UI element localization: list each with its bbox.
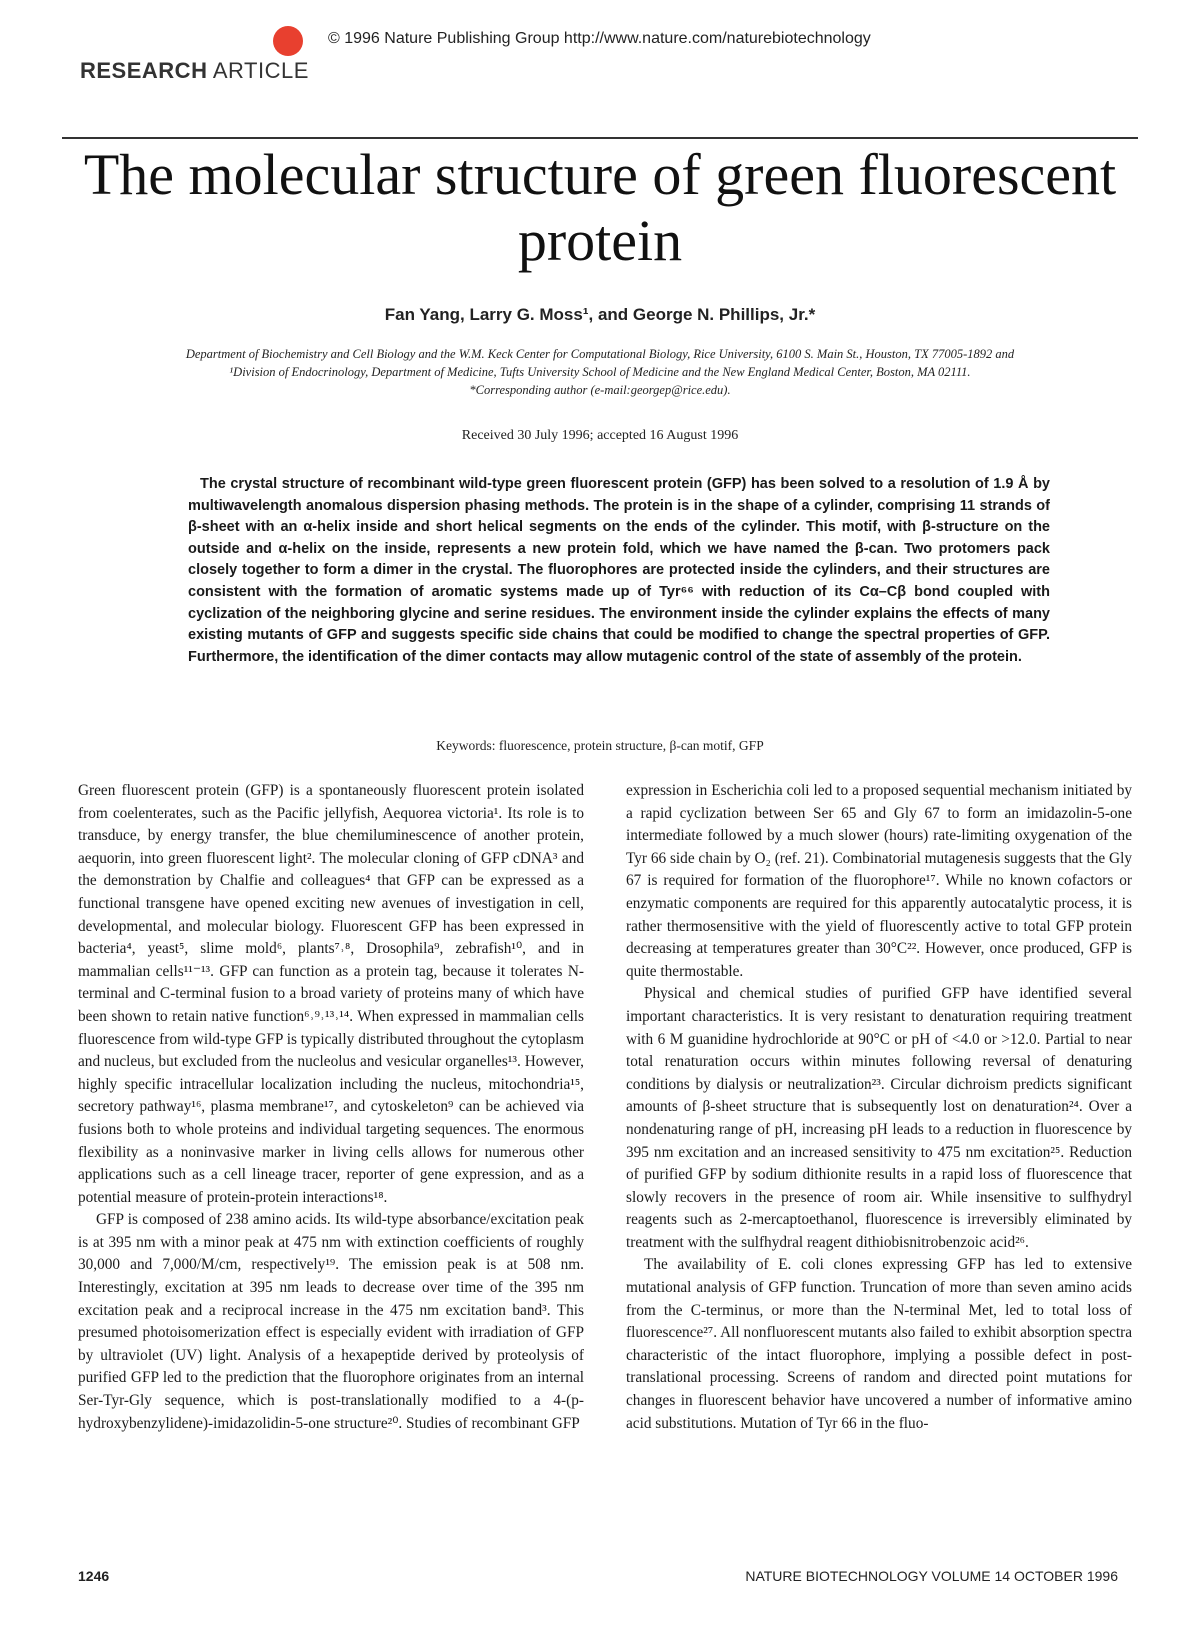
article-title: The molecular structure of green fluorescent protein [83,142,1117,273]
section-label [80,58,309,84]
paragraph: expression in Escherichia coli led to a proposed sequential mechanism initiated by a rapid cyclization between Ser 65 and Gly 67 to form an imidazolin-5-one intermediate followed by a much slower (hours) rate-limiting oxygenation of the Tyr 66 side chain by O₂ (ref. 21). Combinatorial mutagenesis suggests that the Gly 67 is required for formation of the fluorophore¹⁷. While no known cofactors or enzymatic components are required for this apparently autocatalytic process, it is rather thermosensitive with the yield of fluorescently active to total GFP protein decreasing at temperatures greater than 30°C²². However, once produced, GFP is quite thermostable. [626,782,1132,980]
corresponding-author: *Corresponding author (e-mail:georgep@rice.edu). [469,383,731,397]
page-number: 1246 [78,1568,110,1584]
paragraph: The availability of E. coli clones expressing GFP has led to extensive mutational analysis of GFP function. Truncation of more than seven amino acids from the C-terminus, or more than the N-terminal Met, led to total loss of fluorescence²⁷. All nonfluorescent mutants also failed to exhibit absorption spectra characteristic of the intact fluorophore, implying a possible defect in post-translational processing. Screens of random and directed point mutations for changes in fluorescent behavior have uncovered a number of informative amino acid substitutions. Mutation of Tyr 66 in the fluo- [626,1256,1132,1432]
section-label-bold: RESEARCH [80,58,208,83]
keywords: Keywords: fluorescence, protein structure, β-can motif, GFP [436,738,764,753]
affiliation-2: ¹Division of Endocrinology, Department of Medicine, Tufts University School of Medicine and the New England Medical Center, Boston, MA 02111. [229,365,971,379]
paragraph: Green fluorescent protein (GFP) is a spontaneously fluorescent protein isolated from coelenterates, such as the Pacific jellyfish, Aequorea victoria¹. Its role is to transduce, by energy transfer, the blue chemiluminescence of another protein, aequorin, into green fluorescent light². The molecular cloning of GFP cDNA³ and the demonstration by Chalfie and colleagues⁴ that GFP can be expressed as a functional transgene have opened exciting new avenues of investigation in cell, developmental, and molecular biology. Fluorescent GFP has been expressed in bacteria⁴, yeast⁵, slime mold⁶, plants⁷˒⁸, Drosophila⁹, zebrafish¹⁰, and in mammalian cells¹¹⁻¹³. GFP can function as a protein tag, because it tolerates N-terminal and C-terminal fusion to a broad variety of proteins many of which have been shown to retain native function⁶˒⁹˒¹³˒¹⁴. When expressed in mammalian cells fluorescence from wild-type GFP is typically distributed throughout the cytoplasm and nucleus, but excluded from the nucleolus and vesicular organelles¹³. However, highly specific intracellular localization including the nucleus, mitochondria¹⁵, secretory pathway¹⁶, plasma membrane¹⁷, and cytoskeleton⁹ can be achieved via fusions both to whole proteins and individual targeting sequences. The enormous flexibility as a noninvasive marker in living cells allows for numerous other applications such as a cell lineage tracer, reporter of gene expression, and as a potential measure of protein-protein interactions¹⁸. [78,782,584,1206]
paragraph: GFP is composed of 238 amino acids. Its wild-type absorbance/excitation peak is at 395 nm with a minor peak at 475 nm with extinction coefficients of roughly 30,000 and 7,000/M/cm, respectively¹⁹. The emission peak is at 508 nm. Interestingly, excitation at 395 nm leads to decrease over time of the 395 nm excitation peak and a reciprocal increase in the 475 nm excitation band³. This presumed photoisomerization effect is especially evident with irradiation of GFP by ultraviolet (UV) light. Analysis of a hexapeptide derived by proteolysis of purified GFP led to the prediction that the fluorophore originates from an internal Ser-Tyr-Gly sequence, which is post-translationally modified to a 4-(p-hydroxybenzylidene)-imidazolidin-5-one structure²⁰. Studies of recombinant GFP [78,1211,584,1432]
header-rule [62,137,1138,139]
paragraph: Physical and chemical studies of purified GFP have identified several important characteristics. It is very resistant to denaturation requiring treatment with 6 M guanidine hydrochloride at 90°C or pH of <4.0 or >12.0. Partial to near total renaturation occurs within minutes following reversal of denaturing conditions by dialysis or neutralization²³. Circular dichroism predicts significant amounts of β-sheet structure that is subsequently lost on denaturation²⁴. Over a nondenaturing range of pH, increasing pH leads to a reduction in fluorescence by 395 nm excitation and an increased sensitivity to 475 nm excitation²⁵. Reduction of purified GFP by sodium dithionite results in a rapid loss of fluorescence that slowly recovers in the presence of room air. While insensitive to sulfhydryl reagents such as 2-mercaptoethanol, fluorescence is irreversibly eliminated by treatment with the sulfhydral reagent dithiobisnitrobenzoic acid²⁶. [626,985,1132,1251]
body-column-left [78,780,584,1435]
abstract: The crystal structure of recombinant wild-type green fluorescent protein (GFP) has been solved to a resolution of 1.9 Å by multiwavelength anomalous dispersion phasing methods. The protein is in the shape of a cylinder, comprising 11 strands of β-sheet with an α-helix inside and short helical segments on the ends of the cylinder. This motif, with β-structure on the outside and α-helix on the inside, represents a new protein fold, which we have named the β-can. Two protomers pack closely together to form a dimer in the crystal. The fluorophores are protected inside the cylinders, and their structures are consistent with the formation of aromatic systems made up of Tyr⁶⁶ with reduction of its Cα–Cβ bond coupled with cyclization of the neighboring glycine and serine residues. The environment inside the cylinder explains the effects of many existing mutants of GFP and suggests specific side chains that could be modified to change the spectral properties of GFP. Furthermore, the identification of the dimer contacts may allow mutagenic control of the state of assembly of the protein. [188,476,1050,665]
section-label-light: ARTICLE [207,58,309,83]
body-column-right [626,780,1132,1435]
copyright-line: © 1996 Nature Publishing Group http://www.nature.com/naturebiotechnology [328,30,871,47]
author-list: Fan Yang, Larry G. Moss¹, and George N. Phillips, Jr.* [384,305,816,324]
journal-footer: NATURE BIOTECHNOLOGY VOLUME 14 OCTOBER 1996 [745,1568,1118,1584]
publisher-logo-icon [273,26,303,56]
affiliation-1: Department of Biochemistry and Cell Biology and the W.M. Keck Center for Computational Biology, Rice University, 6100 S. Main St., Houston, TX 77005-1892 and [185,347,1015,361]
affiliations [70,345,1130,399]
received-dates: Received 30 July 1996; accepted 16 August 1996 [461,428,739,443]
